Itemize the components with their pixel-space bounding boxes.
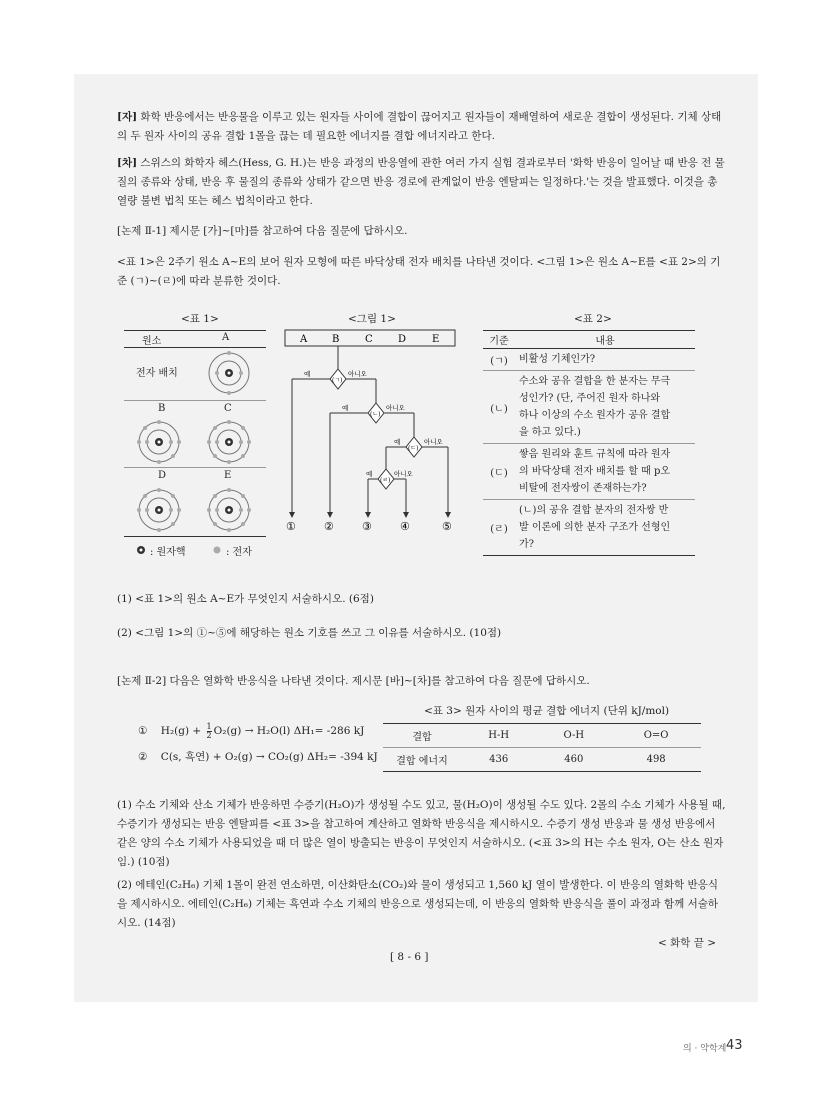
flowchart-output: ⑤ (442, 520, 452, 533)
atom-c-diagram (206, 419, 252, 465)
flowchart-node-label: (ㄹ) (380, 477, 391, 484)
table2-content: (ㄴ)의 공유 결합 분자의 전자쌍 반 발 이론에 의한 분자 구조가 선형인 가? (519, 505, 671, 550)
table2-criterion: (ㄹ) (490, 524, 508, 535)
paragraph-cha-tag: [차] (117, 157, 138, 169)
question-1-1: (1) <표 1>의 원소 A~E가 무엇인지 서술하시오. (6점) (117, 593, 374, 605)
flowchart-node-label: (ㄱ) (332, 377, 343, 384)
atom-a-diagram (206, 350, 252, 396)
equation-1: ① H₂(g) + $\frac{1}{2}$ O₂(g) → H₂O(l) ΔH₁= -286 kJ (138, 721, 365, 740)
flowchart-element: A (300, 334, 308, 345)
table1-label-e: E (224, 470, 232, 481)
table2-content: 비활성 기체인가? (519, 354, 596, 365)
footer-section-label: 의 · 약학계 (683, 1044, 727, 1054)
flowchart-element: D (398, 334, 407, 345)
figure1-flowchart (280, 326, 465, 536)
flowchart-output: ④ (400, 520, 410, 533)
table3-value: 460 (564, 754, 584, 765)
page-mark: [ 8 - 6 ] (390, 951, 429, 963)
flowchart-node-label: (ㄷ) (408, 445, 419, 452)
nucleus-legend-icon (136, 545, 146, 555)
paragraph-ja-tag: [자] (117, 111, 138, 123)
flowchart-output: ③ (362, 520, 372, 533)
table2-head-criterion: 기준 (489, 336, 509, 347)
table2-content: 수소와 공유 결합을 한 분자는 무극 성인가? (단, 주어진 원자 하나와 하나 이상의 수소 원자가 공유 결합 을 하고 있다.) (519, 376, 671, 438)
table3-row-label: 결합 에너지 (396, 756, 448, 767)
page-number: 43 (726, 1038, 743, 1053)
atom-b-diagram (136, 419, 182, 465)
table3-value: 436 (489, 754, 509, 765)
table1-caption: <표 1> (181, 313, 219, 325)
question-1-heading: [논제 Ⅱ-1] 제시문 [가]~[마]를 참고하여 다음 질문에 답하시오. (117, 225, 408, 237)
paragraph-ja-text: 화학 반응에서는 반응물을 이루고 있는 원자들 사이에 결합이 끊어지고 원자들이 재배열하여 새로운 결합이 생성된다. 기체 상태의 두 원자 사이의 공유 결합 1몰을 끊는 데 필요한 에너지를 결합 에너지라고 한다. (117, 111, 722, 142)
legend-nucleus-label: : 원자핵 (150, 547, 186, 558)
flowchart-yes: 예 (342, 404, 349, 412)
flowchart-output: ① (286, 520, 296, 533)
flowchart-yes: 예 (304, 370, 311, 378)
table1-label-a: A (222, 332, 230, 343)
table3-header: 결합 (412, 732, 432, 743)
table1 (124, 330, 266, 561)
table2-criterion: (ㄱ) (490, 356, 508, 367)
flowchart-node-label: (ㄴ) (370, 411, 381, 418)
table2-criterion: (ㄴ) (490, 403, 508, 415)
table1-label-b: B (158, 403, 166, 414)
flowchart-element: C (365, 334, 373, 345)
table1-label-c: C (224, 403, 232, 414)
table3-header: O-H (563, 730, 585, 741)
question-2-1: (1) 수소 기체와 산소 기체가 반응하면 수증기(H₂O)가 생성될 수도 있고, 물(H₂O)이 생성될 수도 있다. 2몰의 수소 기체가 사용될 때, 수증기가 생성되는 반응 엔탈피를 <표 3>을 참고하여 계산하고 열화학 반응식을 제시하시오. 수증기 생성 반응과 물 생성 반응에서 같은 양의 수소 기체가 사용되었을 때 더 많은 열이 방출되는 반응이 무엇인지 서술하시오. (<표 3>의 H는 수소 원자, O는 산소 원자임.) (10점) (117, 799, 726, 868)
table3-value: 498 (646, 754, 666, 765)
end-mark: < 화학 끝 > (658, 937, 717, 949)
flowchart-element: E (432, 334, 440, 345)
table1-label-d: D (158, 470, 167, 481)
table3-header: H-H (488, 730, 510, 741)
table2-content: 쌓음 원리와 훈트 규칙에 따라 원자 의 바닥상태 전자 배치를 할 때 p오 비탈에 전자쌍이 존재하는가? (519, 449, 671, 494)
question-1-intro: <표 1>은 2주기 원소 A~E의 보어 원자 모형에 따른 바닥상태 전자 배치를 나타낸 것이다. <그림 1>은 원소 A~E를 <표 2>의 기준 (ㄱ)~(ㄹ)에 따라 분류한 것이다. (117, 256, 721, 287)
figure1-caption: <그림 1> (348, 313, 396, 325)
atom-d-diagram (136, 487, 182, 533)
legend-electron-label: : 전자 (226, 547, 252, 558)
table1-row-config: 전자 배치 (136, 368, 178, 379)
flowchart-yes: 예 (394, 438, 401, 446)
flowchart-element: B (332, 334, 340, 345)
table2-caption: <표 2> (574, 313, 612, 325)
question-1-2: (2) <그림 1>의 ①~⑤에 해당하는 원소 기호를 쓰고 그 이유를 서술하시오. (10점) (117, 627, 502, 639)
table2-criterion: (ㄷ) (490, 468, 508, 479)
table3 (383, 723, 701, 772)
flowchart-no: 아니오 (394, 470, 413, 478)
table2-head-content: 내용 (595, 336, 615, 347)
equation-2: ② C(s, 흑연) + O₂(g) → CO₂(g) ΔH₂= -394 kJ (138, 751, 378, 763)
paragraph-ja (117, 108, 727, 146)
flowchart-no: 아니오 (348, 370, 367, 378)
table3-header: O=O (643, 730, 669, 741)
flowchart-yes: 예 (366, 470, 373, 478)
table1-col-element: 원소 (142, 336, 162, 347)
flowchart-output: ② (324, 520, 334, 533)
table3-caption: <표 3> 원자 사이의 평균 결합 에너지 (단위 kJ/mol) (424, 705, 670, 717)
paragraph-cha (117, 154, 727, 211)
atom-e-diagram (206, 487, 252, 533)
question-2-2: (2) 에테인(C₂H₆) 기체 1몰이 완전 연소하면, 이산화탄소(CO₂)와 물이 생성되고 1,560 kJ 열이 발생한다. 이 반응의 열화학 반응식을 제시하시오. 에테인(C₂H₆) 기체는 흑연과 수소 기체의 반응으로 생성되는데, 이 반응의 열화학 반응식을 풀이 과정과 함께 서술하시오. (14점) (117, 879, 719, 929)
electron-legend-icon (212, 545, 222, 555)
flowchart-no: 아니오 (386, 404, 405, 412)
question-2-heading: [논제 Ⅱ-2] 다음은 열화학 반응식을 나타낸 것이다. 제시문 [바]~[차]를 참고하여 다음 질문에 답하시오. (117, 675, 590, 687)
paragraph-cha-text: 스위스의 화학자 헤스(Hess, G. H.)는 반응 과정의 반응열에 관한 여러 가지 실험 결과로부터 '화학 반응이 일어날 때 반응 전 물질의 종류와 상태, 반응 후 물질의 종류와 상태가 같으면 반응 경로에 관계없이 반응 엔탈피는 일정하다.'는 것을 발표했다. 이것을 총 열량 불변 법칙 또는 헤스 법칙이라고 한다. (117, 157, 725, 207)
flowchart-no: 아니오 (424, 438, 443, 446)
table2 (483, 330, 695, 556)
